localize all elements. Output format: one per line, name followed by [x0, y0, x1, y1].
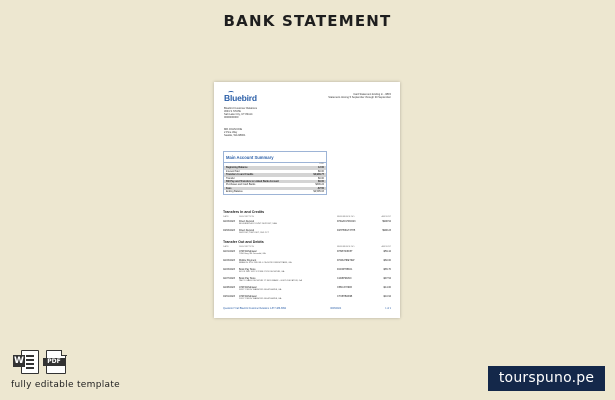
header-line: Statement closing 5 September through 30 September: [328, 96, 391, 100]
row-description: [239, 268, 337, 274]
row-amount: [367, 229, 391, 235]
row-amount-text: -$65.70: [382, 268, 391, 271]
word-file-icon: [13, 350, 37, 372]
summary-label: Fees: [226, 186, 232, 190]
row-reference-text: C58CJ0Y9DR: [337, 286, 353, 289]
row-description-detail: DEPOSIT, DEPOSIT, 2H5 2CT: [239, 232, 269, 234]
summary-value: 12.00: [318, 166, 324, 170]
row-description-text: Direct Deposit: [239, 229, 255, 232]
row-description: [239, 259, 337, 265]
table-row: [223, 259, 391, 265]
row-amount: [367, 220, 391, 226]
row-description-text: ATM Withdrawal: [239, 286, 257, 289]
debits-table-header: [223, 246, 391, 248]
footer-code: 0006/0024: [330, 308, 342, 310]
table-row: [223, 277, 391, 283]
row-amount: [367, 295, 391, 301]
row-reference-text: C1D8P9K8J0: [337, 277, 352, 280]
row-description: [239, 295, 337, 301]
row-date: [223, 220, 239, 226]
row-reference: [337, 268, 367, 274]
row-date: [223, 277, 239, 283]
row-amount-text: $998.23: [382, 229, 391, 232]
footer-page: 1 of 1: [385, 308, 391, 310]
column-header: DATE: [223, 246, 229, 248]
row-amount-text: -$10.94: [382, 295, 391, 298]
summary-value: -$7.50: [317, 186, 324, 190]
summary-value: $0.00: [318, 169, 324, 173]
summary-label: Ending Balance: [226, 190, 243, 194]
row-date-text: 02/28/2023: [223, 286, 235, 289]
row-reference: [337, 250, 367, 256]
row-amount-text: $908.54: [382, 220, 391, 223]
row-amount: [367, 286, 391, 292]
row-date: [223, 259, 239, 265]
table-row: [223, 250, 391, 256]
row-date: [223, 295, 239, 301]
row-description-detail: 5832 TORCH WARM RD SE ATLANTA, GA: [239, 289, 282, 291]
statement-header-info: [328, 93, 391, 99]
row-date-text: 03/01/2023: [223, 295, 235, 298]
summary-value: $2,595.03: [313, 190, 324, 194]
row-date: [223, 286, 239, 292]
summary-title: Main Account Summary: [224, 152, 326, 163]
column-header: AMOUNT: [381, 216, 391, 218]
column-header: AMOUNT: [381, 246, 391, 248]
summary-value: $0.00: [318, 176, 324, 180]
row-reference: [337, 229, 367, 235]
summary-label: Transfers In and Credits: [226, 173, 254, 177]
summary-value: $0.00: [318, 180, 324, 184]
row-description: [239, 229, 337, 235]
pdf-label: PDF: [43, 358, 65, 366]
row-description: [239, 250, 337, 256]
row-amount: [367, 277, 391, 283]
address-line: Bluebird Customer Relations: [224, 107, 258, 110]
row-description-text: Direct Deposit: [239, 220, 255, 223]
table-row: [223, 220, 391, 226]
column-header: DESCRIPTION: [239, 246, 254, 248]
row-amount-text: -$14.00: [382, 286, 391, 289]
row-description-detail: 2031 TORCH WARM RD SE ATLANTA, GA: [239, 298, 282, 300]
row-reference-text: CTX8HB4K9B: [337, 295, 353, 298]
row-reference: [337, 259, 367, 265]
bank-logo: Bluebird: [224, 93, 257, 103]
row-date-text: 02/21/2023: [223, 250, 235, 253]
row-description-detail: BRANCH 4TH 2ND BILL CA 5678 FORESTPARK, GA: [239, 262, 292, 264]
row-date-text: 02/23/2023: [223, 268, 235, 271]
summary-label: Beginning Balance: [226, 166, 248, 170]
summary-label: Transfer: [226, 176, 235, 180]
row-description-detail: BLUEBIRD ACCOUNT DEPOSIT, SEA: [239, 223, 277, 225]
row-amount: [367, 259, 391, 265]
address-line: 0000000000: [224, 116, 239, 120]
column-header: DATE: [223, 216, 229, 218]
credits-title: Transfers In and Credits: [223, 210, 265, 214]
row-amount-text: -$97.54: [382, 277, 391, 280]
column-header: REFERENCE NO.: [337, 216, 355, 218]
debits-title: Transfer Out and Debits: [223, 240, 264, 244]
row-reference: [337, 220, 367, 226]
row-reference-text: DHS8T4I6K5T: [337, 250, 353, 253]
row-date: [223, 250, 239, 256]
address-line: 2 Pine Way: [224, 131, 238, 135]
account-summary: [223, 151, 327, 195]
row-description-text: Mobile Payment: [239, 259, 257, 262]
row-date-text: 02/27/2023: [223, 277, 235, 280]
summary-label: Bill Pay and Transfers to Linked Bank Account: [226, 180, 279, 184]
row-amount-text: -$60.00: [382, 259, 391, 262]
row-reference-text: DCK9PH8K01: [337, 268, 353, 271]
row-description-text: ATM Withdrawal: [239, 295, 257, 298]
row-description-text: ATM Withdrawal: [239, 250, 257, 253]
row-description: [239, 220, 337, 226]
table-row: [223, 286, 391, 292]
row-amount: [367, 250, 391, 256]
row-description-detail: TAICO GALE DECATUR 1T 8420 MARK - 00025 DECATUR, GA: [239, 280, 302, 282]
summary-value: $306.24: [315, 183, 324, 187]
word-badge: W: [14, 356, 24, 366]
footer-contact: Questions? Call Bluebird Customer Relations 1-877-486-6892: [223, 308, 287, 310]
row-date-text: 02/23/2023: [223, 220, 235, 223]
row-reference: [337, 286, 367, 292]
page-title: BANK STATEMENT: [223, 12, 392, 30]
row-description-detail: BOOK PAY 1022 STORE 2125 DECATUR, GA: [239, 271, 285, 273]
row-date-text: 03/03/2023: [223, 229, 235, 232]
summary-row: [224, 190, 326, 193]
file-format-icons: [13, 348, 73, 374]
row-date-text: 02/23/2023: [223, 259, 235, 262]
row-reference-text: DHG2D1H3C023: [337, 220, 356, 223]
summary-value: $2,906.77: [313, 173, 324, 177]
pdf-file-icon: [45, 350, 65, 372]
address-line: Seattle, WA 98001: [224, 134, 246, 138]
row-reference: [337, 295, 367, 301]
row-description-detail: 7050 Hwy 9N Griswold, GA: [239, 253, 266, 255]
header-line: Card Statement Ending in - 0815: [353, 93, 391, 96]
row-reference-text: D2HH56GT37H5: [337, 229, 356, 232]
row-reference-text: DH4K2H8ET9W: [337, 259, 355, 262]
customer-address: [224, 128, 245, 137]
row-date: [223, 268, 239, 274]
row-description: [239, 277, 337, 283]
table-row: [223, 268, 391, 274]
address-line: Salt Lake City, UT 84114: [224, 113, 253, 117]
row-reference: [337, 277, 367, 283]
row-description-text: Book Pay Store: [239, 277, 256, 280]
summary-rows: [224, 166, 326, 193]
row-description-text: Book Pay Store: [239, 268, 256, 271]
summary-column-label: USD: [319, 163, 324, 165]
row-amount-text: -$59.44: [382, 250, 391, 253]
row-description: [239, 286, 337, 292]
table-row: [223, 229, 391, 235]
address-line: 3091 S STATE: [224, 110, 241, 114]
bank-address: [224, 107, 257, 119]
table-row: [223, 295, 391, 301]
credits-table-header: [223, 216, 391, 218]
template-caption: fully editable template: [11, 380, 120, 390]
summary-label: Interest Paid: [226, 169, 240, 173]
brand-badge[interactable]: tourspuno.pe: [488, 366, 605, 391]
row-date: [223, 229, 239, 235]
column-header: DESCRIPTION: [239, 216, 254, 218]
address-line: MR JOHN DOE: [224, 128, 243, 131]
row-amount: [367, 268, 391, 274]
summary-label: Purchases and Cash Backs: [226, 183, 256, 187]
column-header: REFERENCE NO.: [337, 246, 355, 248]
statement-footer: [223, 308, 391, 310]
bank-statement-preview: [214, 82, 400, 318]
